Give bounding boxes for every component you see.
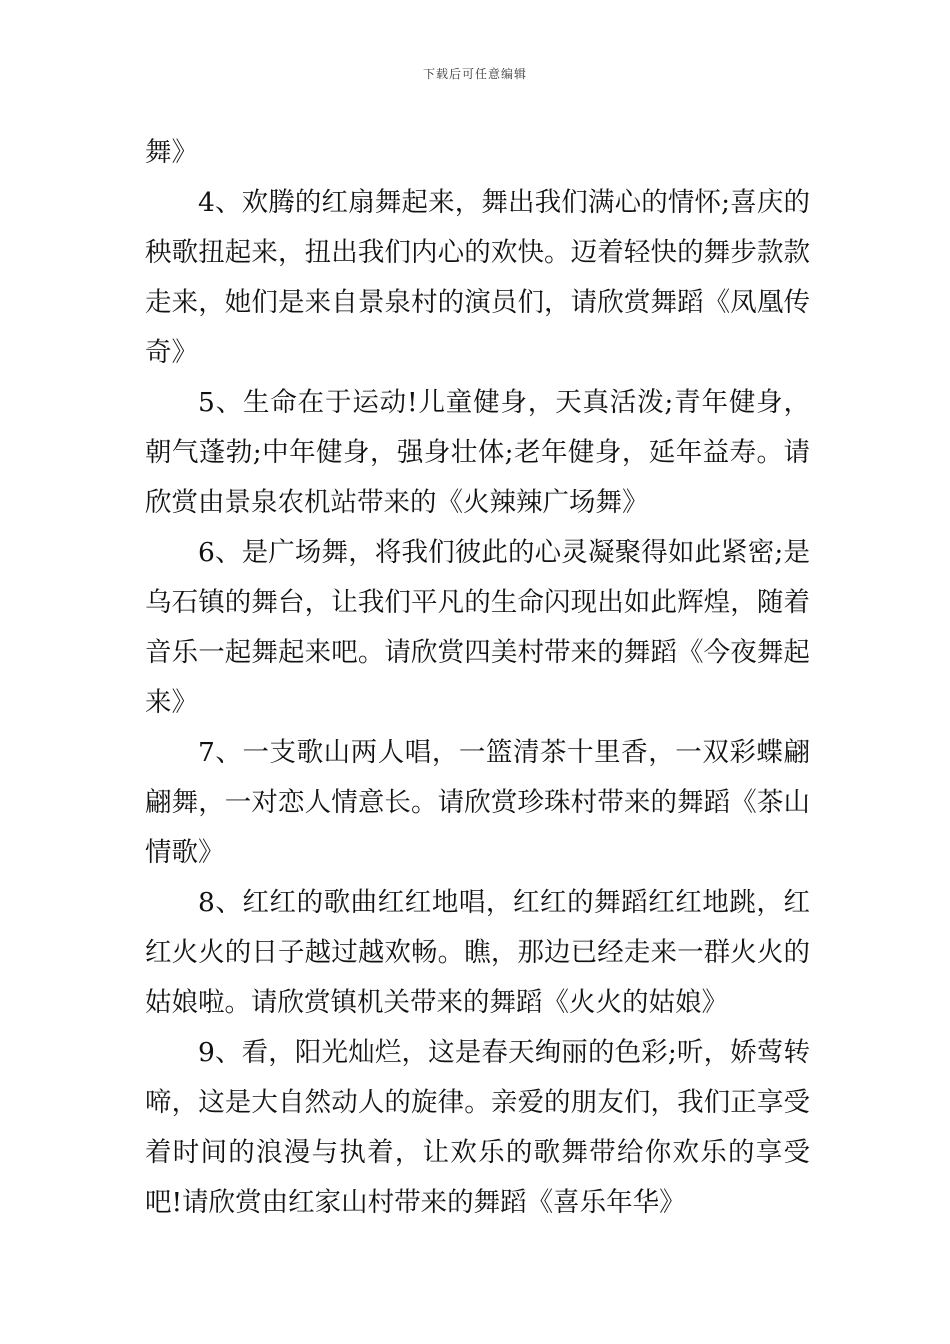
- document-body: [145, 128, 810, 1228]
- paragraph-item-6: 6、是广场舞，将我们彼此的心灵凝聚得如此紧密;是乌石镇的舞台，让我们平凡的生命闪现出如此辉煌，随着音乐一起舞起来吧。请欣赏四美村带来的舞蹈《今夜舞起来》: [145, 537, 810, 718]
- paragraph-item-9: 9、看，阳光灿烂，这是春天绚丽的色彩;听，娇莺转啼，这是大自然动人的旋律。亲爱的朋友们，我们正享受着时间的浪漫与执着，让欢乐的歌舞带给你欢乐的享受吧!请欣赏由红家山村带来的舞蹈《喜乐年华》: [145, 1037, 810, 1218]
- paragraph-item-5: 5、生命在于运动!儿童健身，天真活泼;青年健身，朝气蓬勃;中年健身，强身壮体;老年健身，延年益寿。请欣赏由景泉农机站带来的《火辣辣广场舞》: [145, 387, 810, 518]
- paragraph-item-8: 8、红红的歌曲红红地唱，红红的舞蹈红红地跳，红红火火的日子越过越欢畅。瞧，那边已经走来一群火火的姑娘啦。请欣赏镇机关带来的舞蹈《火火的姑娘》: [145, 887, 810, 1018]
- paragraph-item-7: 7、一支歌山两人唱，一篮清茶十里香，一双彩蝶翩翩舞，一对恋人情意长。请欣赏珍珠村带来的舞蹈《茶山情歌》: [145, 737, 810, 868]
- paragraph-item-4: 4、欢腾的红扇舞起来，舞出我们满心的情怀;喜庆的秧歌扭起来，扭出我们内心的欢快。迈着轻快的舞步款款走来，她们是来自景泉村的演员们，请欣赏舞蹈《凤凰传奇》: [145, 187, 810, 368]
- header-note: 下载后可任意编辑: [422, 67, 527, 81]
- paragraph-continuation: 舞》: [145, 137, 198, 168]
